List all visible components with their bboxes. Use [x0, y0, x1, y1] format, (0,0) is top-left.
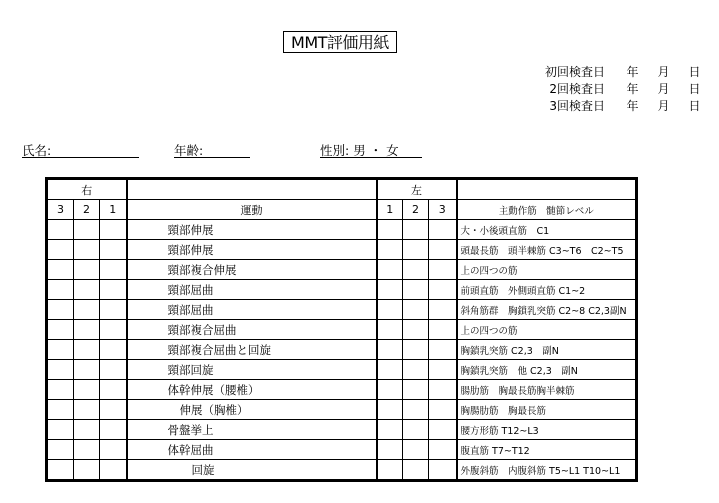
grade-cell-right-3[interactable] — [48, 440, 74, 460]
grade-cell-right-1[interactable] — [100, 300, 127, 320]
grade-cell-right-2[interactable] — [74, 280, 100, 300]
sex-field[interactable] — [320, 140, 422, 158]
movement-cell: 頸部伸展 — [127, 240, 377, 260]
grade-cell-right-3[interactable] — [48, 420, 74, 440]
movement-header: 運動 — [127, 200, 377, 220]
table-row — [48, 440, 636, 460]
table-row — [48, 360, 636, 380]
movement-header-blank — [127, 180, 377, 200]
exam-date-label: 2回検査日 — [549, 82, 605, 96]
muscle-cell: 大・小後頭直筋 C1 — [457, 220, 636, 240]
table-row — [48, 220, 636, 240]
grade-cell-right-1[interactable] — [100, 280, 127, 300]
month-label: 月 — [657, 82, 670, 96]
table-header-row-2 — [48, 200, 636, 220]
grade-cell-right-2[interactable] — [74, 460, 100, 480]
grade-header: 2 — [74, 200, 100, 220]
mmt-table — [47, 179, 636, 480]
grade-cell-left-2[interactable] — [403, 280, 429, 300]
muscle-cell: 前頭直筋 外側頭直筋 C1~2 — [457, 280, 636, 300]
grade-cell-right-2[interactable] — [74, 240, 100, 260]
table-row — [48, 260, 636, 280]
grade-cell-right-2[interactable] — [74, 340, 100, 360]
grade-cell-left-3[interactable] — [429, 440, 457, 460]
grade-cell-left-1[interactable] — [377, 440, 403, 460]
grade-cell-right-2[interactable] — [74, 320, 100, 340]
day-label: 日 — [688, 65, 701, 79]
grade-cell-right-1[interactable] — [100, 240, 127, 260]
grade-cell-left-2[interactable] — [403, 420, 429, 440]
month-label: 月 — [657, 99, 670, 113]
grade-cell-right-1[interactable] — [100, 360, 127, 380]
exam-date-row-3 — [537, 98, 710, 115]
grade-header: 2 — [403, 200, 429, 220]
muscle-header: 主動作筋 髄節レベル — [457, 200, 636, 220]
grade-cell-left-1[interactable] — [377, 360, 403, 380]
year-label: 年 — [626, 82, 639, 96]
movement-cell: 頸部複合屈曲 — [127, 320, 377, 340]
grade-cell-right-1[interactable] — [100, 340, 127, 360]
grade-cell-right-2[interactable] — [74, 420, 100, 440]
muscle-cell: 腹直筋 T7~T12 — [457, 440, 636, 460]
grade-cell-right-3[interactable] — [48, 340, 74, 360]
table-row — [48, 340, 636, 360]
page-title: MMT評価用紙 — [283, 31, 397, 53]
grade-cell-right-1[interactable] — [100, 320, 127, 340]
grade-cell-left-1[interactable] — [377, 320, 403, 340]
grade-cell-right-2[interactable] — [74, 300, 100, 320]
table-row — [48, 420, 636, 440]
muscle-cell: 腸肋筋 胸最長筋胸半棘筋 — [457, 380, 636, 400]
movement-cell: 回旋 — [127, 460, 377, 480]
grade-cell-right-1[interactable] — [100, 400, 127, 420]
grade-header: 3 — [429, 200, 457, 220]
movement-cell: 体幹屈曲 — [127, 440, 377, 460]
grade-header: 3 — [48, 200, 74, 220]
grade-cell-left-2[interactable] — [403, 260, 429, 280]
movement-cell: 頸部複合伸展 — [127, 260, 377, 280]
grade-cell-left-1[interactable] — [377, 300, 403, 320]
name-field[interactable] — [22, 140, 139, 158]
grade-cell-right-3[interactable] — [48, 220, 74, 240]
muscle-cell: 外腹斜筋 内腹斜筋 T5~L1 T10~L1 — [457, 460, 636, 480]
table-row — [48, 300, 636, 320]
grade-cell-left-1[interactable] — [377, 280, 403, 300]
grade-header: 1 — [377, 200, 403, 220]
muscle-header-blank — [457, 180, 636, 200]
grade-cell-left-3[interactable] — [429, 240, 457, 260]
muscle-cell: 腰方形筋 T12~L3 — [457, 420, 636, 440]
grade-cell-right-2[interactable] — [74, 400, 100, 420]
grade-cell-left-2[interactable] — [403, 320, 429, 340]
grade-cell-left-2[interactable] — [403, 220, 429, 240]
grade-cell-right-2[interactable] — [74, 360, 100, 380]
grade-cell-right-3[interactable] — [48, 320, 74, 340]
exam-date-row-1 — [537, 64, 710, 81]
grade-cell-right-1[interactable] — [100, 420, 127, 440]
grade-cell-left-3[interactable] — [429, 300, 457, 320]
grade-cell-right-3[interactable] — [48, 460, 74, 480]
table-row — [48, 460, 636, 480]
year-label: 年 — [626, 99, 639, 113]
grade-cell-right-2[interactable] — [74, 260, 100, 280]
grade-cell-left-3[interactable] — [429, 460, 457, 480]
sex-options: 男 ・ 女 — [353, 143, 399, 158]
movement-cell: 頸部伸展 — [127, 220, 377, 240]
exam-date-row-2 — [537, 81, 710, 98]
grade-cell-left-1[interactable] — [377, 420, 403, 440]
movement-cell: 伸展（胸椎） — [127, 400, 377, 420]
grade-cell-left-1[interactable] — [377, 220, 403, 240]
exam-date-label: 初回検査日 — [544, 65, 605, 79]
movement-cell: 頸部屈曲 — [127, 300, 377, 320]
movement-cell: 頸部回旋 — [127, 360, 377, 380]
muscle-cell: 上の四つの筋 — [457, 260, 636, 280]
grade-cell-left-3[interactable] — [429, 380, 457, 400]
day-label: 日 — [688, 82, 701, 96]
movement-cell: 頸部屈曲 — [127, 280, 377, 300]
grade-cell-right-1[interactable] — [100, 460, 127, 480]
right-side-header: 右 — [48, 180, 127, 200]
table-body — [48, 220, 636, 480]
grade-cell-left-2[interactable] — [403, 380, 429, 400]
grade-cell-left-3[interactable] — [429, 400, 457, 420]
muscle-cell: 斜角筋群 胸鎖乳突筋 C2~8 C2,3副N — [457, 300, 636, 320]
muscle-cell: 胸鎖乳突筋 他 C2,3 副N — [457, 360, 636, 380]
month-label: 月 — [657, 65, 670, 79]
grade-cell-left-1[interactable] — [377, 460, 403, 480]
grade-cell-right-3[interactable] — [48, 240, 74, 260]
grade-cell-left-3[interactable] — [429, 320, 457, 340]
sex-label: 性別: — [320, 143, 350, 158]
grade-cell-right-3[interactable] — [48, 400, 74, 420]
table-row — [48, 400, 636, 420]
grade-cell-left-3[interactable] — [429, 360, 457, 380]
grade-cell-right-3[interactable] — [48, 380, 74, 400]
grade-cell-right-3[interactable] — [48, 260, 74, 280]
table-row — [48, 320, 636, 340]
year-label: 年 — [626, 65, 639, 79]
grade-cell-left-2[interactable] — [403, 300, 429, 320]
table-row — [48, 240, 636, 260]
age-label: 年齢: — [174, 143, 204, 158]
grade-cell-left-3[interactable] — [429, 340, 457, 360]
movement-cell: 頸部複合屈曲と回旋 — [127, 340, 377, 360]
grade-cell-left-1[interactable] — [377, 240, 403, 260]
grade-cell-right-2[interactable] — [74, 380, 100, 400]
grade-cell-left-3[interactable] — [429, 260, 457, 280]
grade-cell-right-1[interactable] — [100, 380, 127, 400]
grade-cell-left-1[interactable] — [377, 400, 403, 420]
grade-cell-left-2[interactable] — [403, 460, 429, 480]
movement-cell: 骨盤挙上 — [127, 420, 377, 440]
movement-cell: 体幹伸展（腰椎） — [127, 380, 377, 400]
table-row — [48, 280, 636, 300]
muscle-cell: 胸鎖乳突筋 C2,3 副N — [457, 340, 636, 360]
name-label: 氏名: — [22, 143, 52, 158]
grade-cell-left-3[interactable] — [429, 280, 457, 300]
grade-cell-right-3[interactable] — [48, 300, 74, 320]
grade-cell-right-1[interactable] — [100, 440, 127, 460]
left-side-header: 左 — [377, 180, 457, 200]
grade-cell-left-2[interactable] — [403, 240, 429, 260]
muscle-cell: 胸腸肋筋 胸最長筋 — [457, 400, 636, 420]
grade-cell-left-1[interactable] — [377, 260, 403, 280]
grade-cell-left-1[interactable] — [377, 380, 403, 400]
grade-cell-right-2[interactable] — [74, 440, 100, 460]
table-row — [48, 380, 636, 400]
grade-cell-right-3[interactable] — [48, 360, 74, 380]
grade-header: 1 — [100, 200, 127, 220]
grade-cell-right-1[interactable] — [100, 220, 127, 240]
day-label: 日 — [688, 99, 701, 113]
grade-cell-left-3[interactable] — [429, 220, 457, 240]
age-field[interactable] — [174, 140, 250, 158]
muscle-cell: 頭最長筋 頭半棘筋 C3~T6 C2~T5 — [457, 240, 636, 260]
exam-date-label: 3回検査日 — [549, 99, 605, 113]
grade-cell-left-2[interactable] — [403, 400, 429, 420]
exam-dates — [537, 64, 710, 115]
grade-cell-left-3[interactable] — [429, 420, 457, 440]
grade-cell-right-1[interactable] — [100, 260, 127, 280]
grade-cell-right-2[interactable] — [74, 220, 100, 240]
grade-cell-left-2[interactable] — [403, 340, 429, 360]
table-header-row-1 — [48, 180, 636, 200]
grade-cell-right-3[interactable] — [48, 280, 74, 300]
grade-cell-left-2[interactable] — [403, 360, 429, 380]
grade-cell-left-1[interactable] — [377, 340, 403, 360]
muscle-cell: 上の四つの筋 — [457, 320, 636, 340]
grade-cell-left-2[interactable] — [403, 440, 429, 460]
